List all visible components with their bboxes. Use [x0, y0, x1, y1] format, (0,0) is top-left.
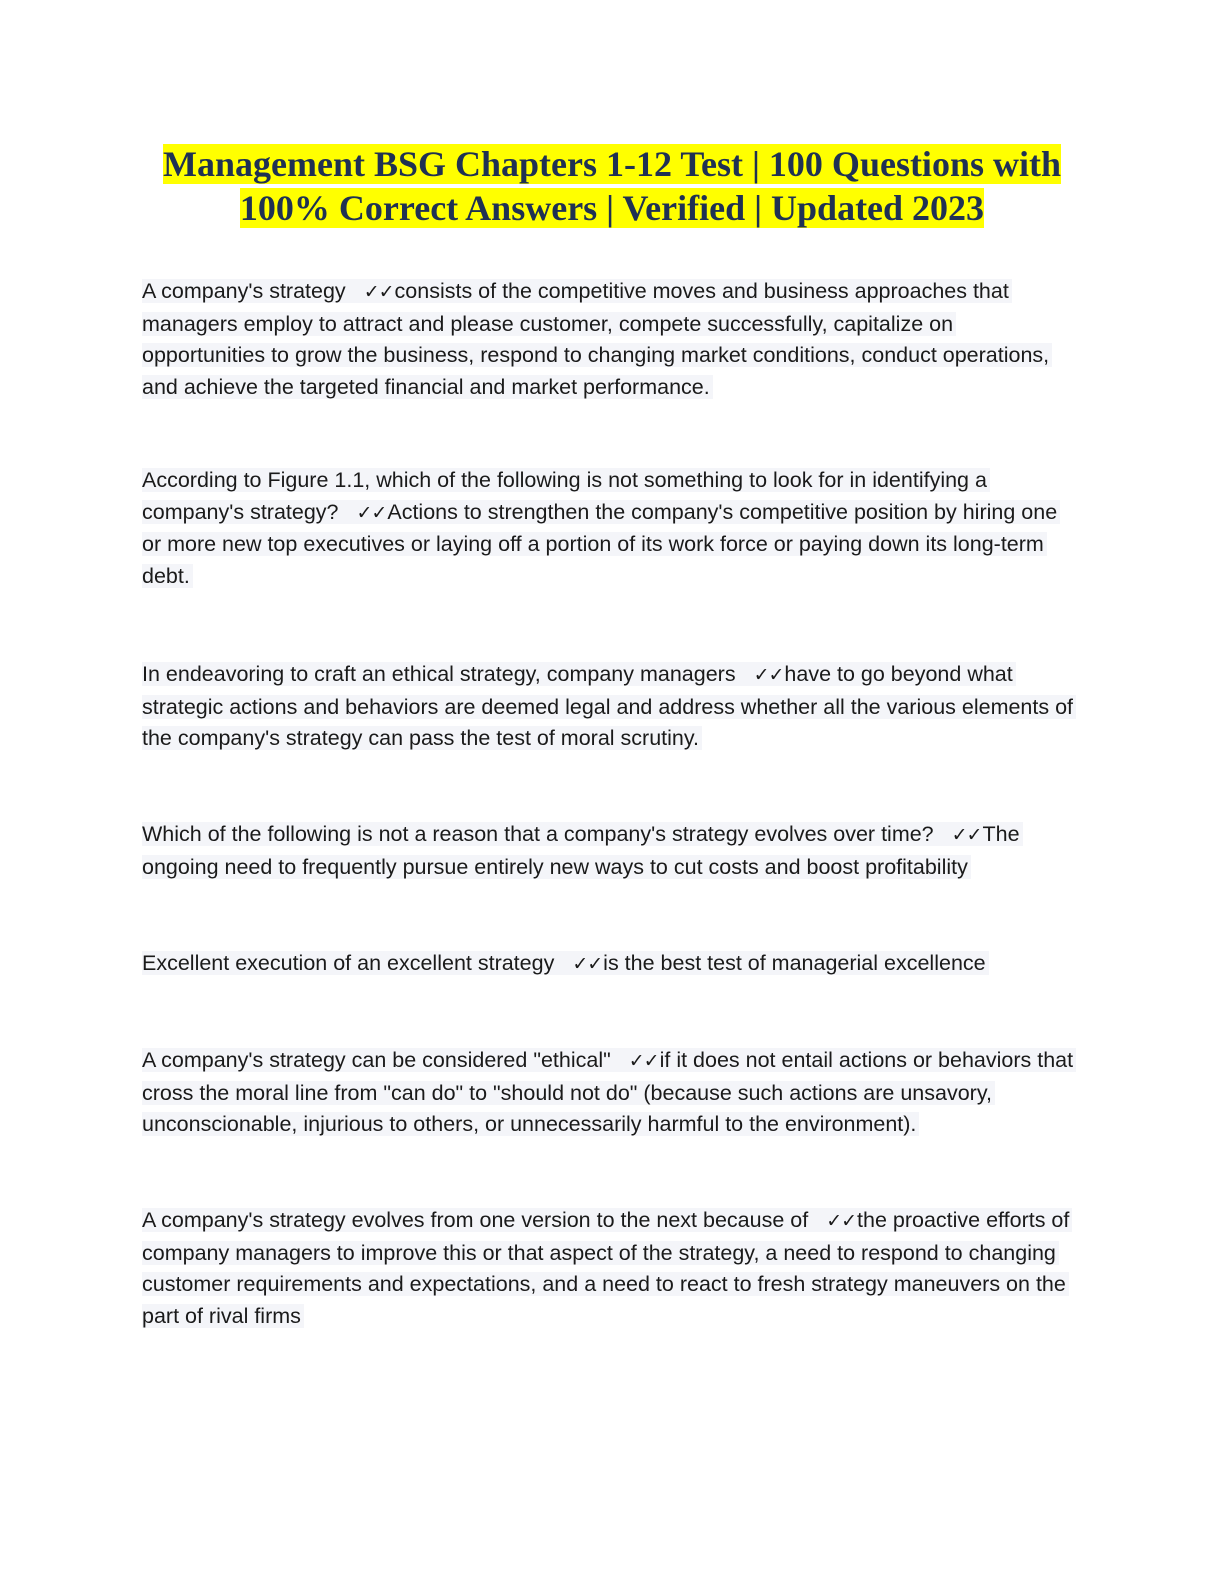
- check-mark-icon: ✓✓: [826, 1210, 857, 1232]
- check-mark-icon: ✓✓: [356, 501, 387, 524]
- qa-item-7: [142, 1205, 1082, 1332]
- check-mark-icon: ✓✓: [572, 953, 603, 975]
- qa-item-4: [142, 819, 1082, 883]
- answer-text: the proactive efforts of company managers to improve this or that aspect of the strategy, a need to respond to changing customer requirements and expectations, and a need to react to fresh strategy maneuvers on the part of rival firms: [142, 1208, 1070, 1328]
- check-mark-icon: ✓✓: [628, 1050, 659, 1072]
- qa-item-1: [142, 276, 1082, 403]
- qa-item-5: [142, 948, 1082, 981]
- qa-item-2: [142, 465, 1082, 592]
- answer-text: The ongoing need to frequently pursue entirely new ways to cut costs and boost profitability: [142, 822, 1020, 879]
- question-text: Which of the following is not a reason that a company's strategy evolves over time?: [142, 822, 934, 846]
- question-text: A company's strategy evolves from one version to the next because of: [142, 1208, 809, 1232]
- answer-text: if it does not entail actions or behaviors that cross the moral line from "can do" to "should not do" (because such actions are unsavory, unconscionable, injurious to others, or unnecessarily harmful to the environment).: [142, 1048, 1074, 1137]
- answer-text: Actions to strengthen the company's competitive position by hiring one or more new top executives or laying off a portion of its work force or paying down its long-term debt.: [142, 499, 1058, 588]
- question-text: A company's strategy: [142, 279, 346, 303]
- question-text: A company's strategy can be considered "ethical": [142, 1048, 611, 1072]
- question-text: According to Figure 1.1, which of the following is not something to look for in identifying a company's strategy?: [142, 468, 987, 524]
- answer-text: consists of the competitive moves and business approaches that managers employ to attract and please customer, compete successfully, capitalize on opportunities to grow the business, respond to changing market conditions, conduct operations, and achieve the targeted financial and market performance.: [142, 279, 1050, 399]
- qa-item-6: [142, 1045, 1082, 1141]
- answer-text: have to go beyond what strategic actions and behaviors are deemed legal and address whether all the various elements of the company's strategy can pass the test of moral scrutiny.: [142, 662, 1074, 751]
- qa-item-3: [142, 659, 1082, 755]
- question-text: Excellent execution of an excellent strategy: [142, 951, 555, 975]
- check-mark-icon: ✓✓: [753, 664, 784, 686]
- question-text: In endeavoring to craft an ethical strategy, company managers: [142, 662, 736, 686]
- answer-text: is the best test of managerial excellence: [603, 951, 986, 975]
- check-mark-icon: ✓✓: [363, 281, 394, 303]
- title-line-1: Management BSG Chapters 1-12 Test | 100 Questions with: [163, 144, 1061, 184]
- document-title: [100, 142, 1124, 230]
- title-line-2: 100% Correct Answers | Verified | Updated 2023: [239, 188, 985, 228]
- check-mark-icon: ✓✓: [951, 824, 982, 846]
